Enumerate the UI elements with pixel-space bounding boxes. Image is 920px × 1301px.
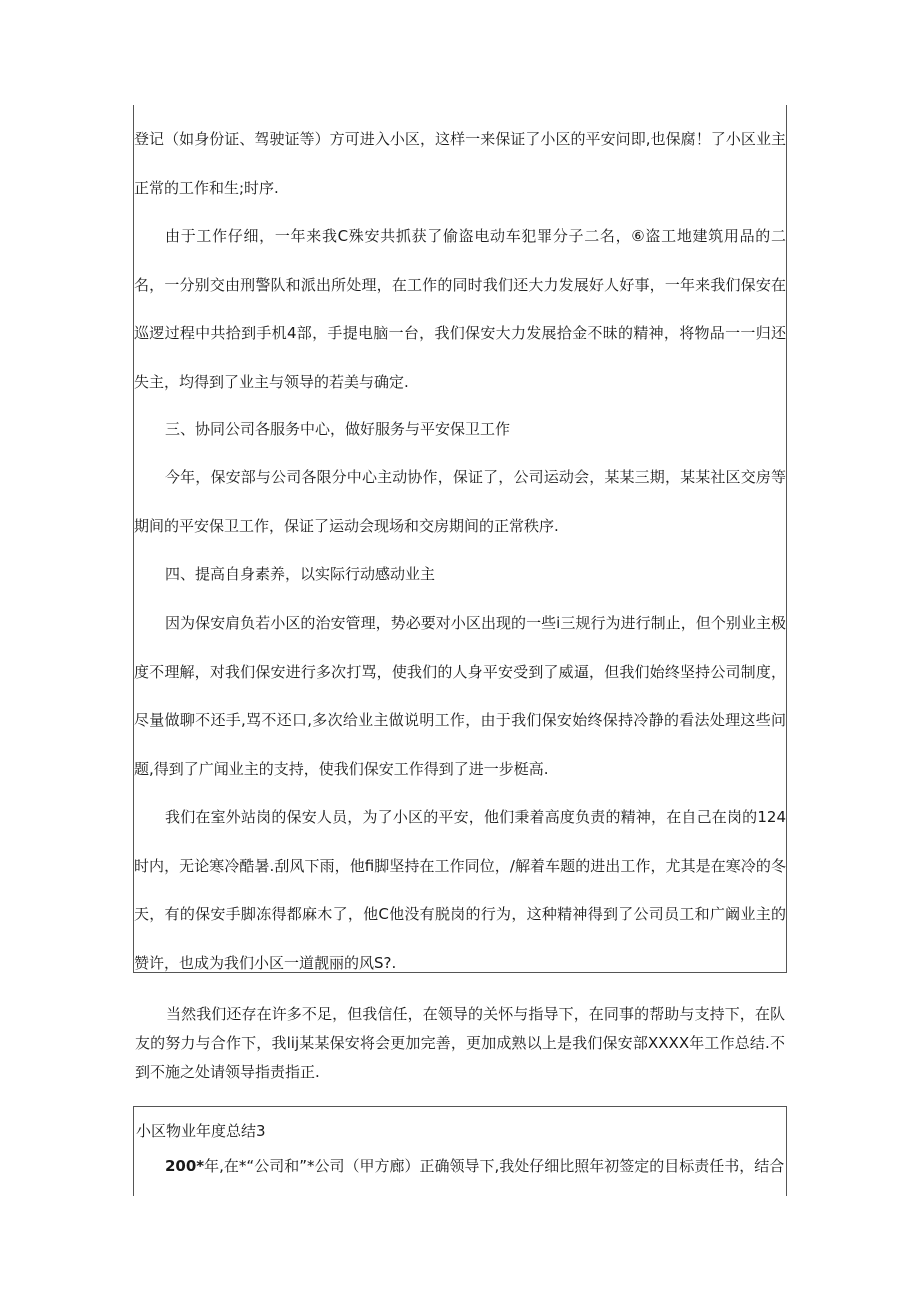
paragraph-registration: 登记（如身份证、驾驶证等）方可进入小区，这样一来保证了小区的平安问即,也保腐！了小区业主正常的工作和生;时序.: [134, 130, 786, 197]
paragraph-summary-start: [134, 1142, 786, 1191]
paragraph-cooperation: 今年，保安部与公司各限分中心主动协作，保证了，公司运动会，某某三期，某某社区交房等期间的平安保卫工作，保证了运动会现场和交房期间的正常秩序.: [134, 468, 786, 535]
section-title: 小区物业年度总结3: [136, 1122, 266, 1140]
year-lead: 200*: [165, 1157, 205, 1175]
paragraph-achievements: 由于工作仔细，一年来我C殊安共抓获了偷盗电动车犯罪分子二名，⑥盗工地建筑用品的二名，一分别交由刑警队和派出所处理，在工作的同时我们还大力发展好人好事，一年来我们保安在巡逻过程中共拾到手机4部，手提电脑一台，我们保安大力发展拾金不昧的精神，将物品一一归还失主，均得到了业主与领导的若美与确定.: [134, 227, 786, 391]
section-heading-four: 四、提高自身素养，以实际行动感动业主: [165, 565, 436, 583]
content-frame-top: [133, 105, 787, 973]
paragraph-quality: 因为保安肩负若小区的治安管理，势必要对小区出现的一些i三规行为进行制止，但个别业主极度不理解，对我们保安进行多次打骂，使我们的人身平安受到了威逼，但我们始终坚持公司制度，尽量做聊不还手,骂不还口,多次给业主做说明工作，由于我们保安始终保持冷静的看法处理这些问题,得到了广闻业主的支持，使我们保安工作得到了进一步梃高.: [134, 614, 786, 778]
section-heading-three: 三、协同公司各服务中心，做好服务与平安保卫工作: [165, 420, 511, 438]
summary-text: 年,在*“公司和”*公司（甲方廊）正确领导下,我处仔细比照年初签定的目标责任书，结合: [204, 1157, 785, 1175]
paragraph-outdoor-guards: 我们在室外站岗的保安人员，为了小区的平安，他们秉着高度负责的精神，在自己在岗的124时内，无论寒冷酷暑.刮风下雨，他fi脚坚持在工作同位，/解着车题的进出工作，尤其是在寒冷的冬天，有的保安手脚冻得都麻木了，他C他没有脱岗的行为，这种精神得到了公司员工和广阚业主的赞许，也成为我们小区一道靓丽的风S?.: [134, 808, 786, 972]
paragraph-closing: 当然我们还存在许多不足，但我信任，在领导的关怀与指导下，在同事的帮助与支持下，在队友的努力与合作下，我lij某某保安将会更加完善，更加成熟以上是我们保安部XXXX年工作总结.不到不施之处请领导指责指正.: [135, 1005, 785, 1081]
content-frame-bottom: [133, 1106, 787, 1196]
